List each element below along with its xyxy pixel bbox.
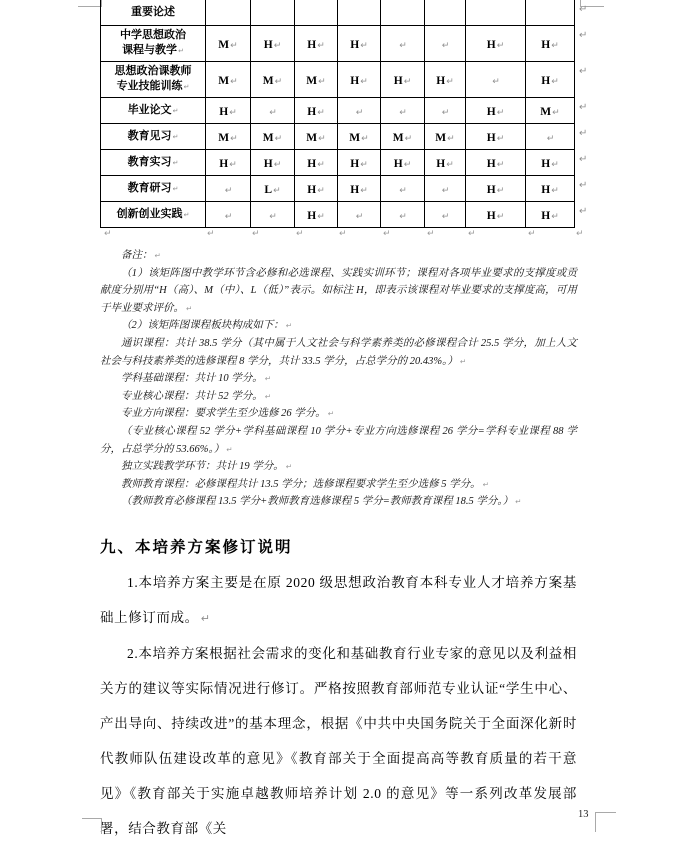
pilcrow-icon: ↵ bbox=[446, 76, 454, 87]
support-level-cell bbox=[295, 176, 338, 202]
pilcrow-icon: ↵ bbox=[579, 154, 588, 165]
support-level-value: M bbox=[218, 38, 230, 51]
course-label-line: 中学思想政治 bbox=[120, 29, 186, 41]
pilcrow-icon: ↵ bbox=[496, 133, 505, 144]
pilcrow-icon: ↵ bbox=[441, 185, 450, 196]
support-level-cell bbox=[206, 124, 251, 150]
support-level-cell bbox=[466, 176, 526, 202]
under-table-marks bbox=[100, 228, 582, 244]
support-level-cell bbox=[425, 176, 466, 202]
pilcrow-icon: ↵ bbox=[172, 132, 179, 141]
support-level-value: H bbox=[307, 105, 317, 118]
table-row bbox=[101, 124, 575, 150]
margin-corner-top-left bbox=[78, 0, 102, 7]
support-level-cell bbox=[295, 62, 338, 98]
pilcrow-icon: ↵ bbox=[427, 229, 435, 239]
support-level-value: M bbox=[306, 74, 318, 87]
pilcrow-icon: ↵ bbox=[317, 107, 325, 118]
support-level-cell bbox=[251, 62, 295, 98]
table-row bbox=[101, 176, 575, 202]
support-level-value: H bbox=[307, 209, 317, 222]
pilcrow-icon: ↵ bbox=[264, 374, 272, 384]
pilcrow-icon: ↵ bbox=[154, 251, 161, 260]
support-level-cell bbox=[526, 124, 575, 150]
support-level-cell bbox=[206, 202, 251, 228]
pilcrow-icon: ↵ bbox=[404, 133, 413, 144]
pilcrow-icon: ↵ bbox=[230, 40, 238, 51]
page-number bbox=[578, 809, 591, 820]
pilcrow-icon: ↵ bbox=[552, 107, 560, 118]
support-level-cell bbox=[295, 202, 338, 228]
support-level-cell bbox=[251, 202, 295, 228]
pilcrow-icon: ↵ bbox=[178, 47, 184, 55]
pilcrow-icon: ↵ bbox=[546, 133, 555, 144]
support-level-cell bbox=[338, 62, 381, 98]
support-level-value: H bbox=[350, 38, 360, 51]
course-label-cell bbox=[101, 0, 206, 26]
support-level-value: H bbox=[219, 157, 229, 170]
support-level-value: L bbox=[264, 183, 273, 196]
support-level-cell bbox=[466, 202, 526, 228]
note-line: 通识课程：共计 38.5 学分（其中属于人文社会与科学素养类的必修课程合计 25.5 学分，加上人文社会与科技素养类的选修课程 8 学分，共计 33.5 学分，占总学分的 20.43%。） ↵ bbox=[100, 337, 577, 367]
pilcrow-icon: ↵ bbox=[383, 229, 391, 239]
support-level-value: H bbox=[541, 209, 551, 222]
support-level-cell bbox=[206, 176, 251, 202]
section-heading bbox=[100, 538, 577, 559]
pilcrow-icon: ↵ bbox=[403, 76, 412, 87]
pilcrow-icon: ↵ bbox=[579, 30, 588, 41]
pilcrow-icon: ↵ bbox=[172, 184, 179, 193]
support-level-cell bbox=[206, 62, 251, 98]
pilcrow-icon: ↵ bbox=[551, 40, 559, 51]
support-level-value: M bbox=[262, 74, 274, 87]
pilcrow-icon: ↵ bbox=[200, 611, 210, 625]
pilcrow-icon: ↵ bbox=[273, 159, 282, 170]
course-label-cell bbox=[101, 62, 206, 98]
pilcrow-icon: ↵ bbox=[551, 159, 559, 170]
support-level-value: H bbox=[393, 157, 403, 170]
support-level-cell bbox=[381, 176, 425, 202]
pilcrow-icon: ↵ bbox=[183, 210, 190, 219]
support-level-value: H bbox=[263, 38, 273, 51]
support-level-cell bbox=[466, 0, 526, 26]
pilcrow-icon: ↵ bbox=[528, 229, 536, 239]
course-label-line: 教育实习↵ bbox=[127, 155, 179, 168]
support-level-cell bbox=[295, 0, 338, 26]
pilcrow-icon: ↵ bbox=[296, 229, 304, 239]
support-level-cell bbox=[251, 26, 295, 62]
support-level-value: M bbox=[435, 131, 447, 144]
note-line: （1）该矩阵图中教学环节含必修和必选课程、实践实训环节；课程对各项毕业要求的支撑度或贡献度分别用“H（高）、M（中）、L（低）”表示。如标注 H，即表示该课程对毕业要求的支撑度高，可用于毕业要求评价。 ↵ bbox=[100, 267, 577, 314]
pilcrow-icon: ↵ bbox=[515, 497, 522, 507]
section-body bbox=[100, 565, 577, 845]
course-label-cell bbox=[101, 98, 206, 124]
pilcrow-icon: ↵ bbox=[441, 107, 450, 118]
support-level-cell bbox=[526, 202, 575, 228]
pilcrow-icon: ↵ bbox=[403, 159, 412, 170]
pilcrow-icon: ↵ bbox=[230, 133, 238, 144]
course-label-cell bbox=[101, 176, 206, 202]
pilcrow-icon: ↵ bbox=[317, 211, 325, 222]
support-level-value: H bbox=[350, 183, 360, 196]
support-level-value: H bbox=[486, 131, 496, 144]
margin-corner-bottom-left bbox=[82, 818, 102, 834]
support-level-value: H bbox=[307, 183, 317, 196]
support-level-cell bbox=[338, 176, 381, 202]
support-level-cell bbox=[381, 98, 425, 124]
support-level-value: M bbox=[262, 131, 274, 144]
pilcrow-icon: ↵ bbox=[183, 83, 190, 91]
support-level-cell bbox=[251, 176, 295, 202]
pilcrow-icon: ↵ bbox=[496, 40, 505, 51]
support-level-cell bbox=[295, 26, 338, 62]
pilcrow-icon: ↵ bbox=[399, 107, 407, 118]
pilcrow-icon: ↵ bbox=[360, 40, 368, 51]
course-label-cell bbox=[101, 202, 206, 228]
course-label-cell bbox=[101, 124, 206, 150]
note-line: 专业方向课程：要求学生至少选修 26 学分。 ↵ bbox=[121, 408, 335, 420]
support-level-cell bbox=[338, 150, 381, 176]
support-level-cell bbox=[381, 202, 425, 228]
note-line: （2）该矩阵图课程板块构成如下： ↵ bbox=[121, 320, 293, 332]
pilcrow-icon: ↵ bbox=[224, 185, 233, 196]
pilcrow-icon: ↵ bbox=[252, 229, 260, 239]
pilcrow-icon: ↵ bbox=[551, 76, 559, 87]
support-level-cell bbox=[338, 0, 381, 26]
pilcrow-icon: ↵ bbox=[399, 40, 407, 51]
pilcrow-icon: ↵ bbox=[360, 76, 368, 87]
table-row bbox=[101, 26, 575, 62]
support-level-cell bbox=[206, 26, 251, 62]
pilcrow-icon: ↵ bbox=[468, 229, 476, 239]
pilcrow-icon: ↵ bbox=[551, 185, 559, 196]
support-level-cell bbox=[295, 124, 338, 150]
pilcrow-icon: ↵ bbox=[361, 133, 369, 144]
pilcrow-icon: ↵ bbox=[551, 211, 559, 222]
support-level-cell bbox=[526, 98, 575, 124]
pilcrow-icon: ↵ bbox=[492, 76, 500, 87]
support-level-cell bbox=[466, 150, 526, 176]
pilcrow-icon: ↵ bbox=[273, 185, 281, 196]
table-row bbox=[101, 0, 575, 26]
pilcrow-icon: ↵ bbox=[229, 159, 237, 170]
support-level-value: H bbox=[486, 157, 496, 170]
table-row bbox=[101, 150, 575, 176]
support-level-cell bbox=[526, 0, 575, 26]
note-line: （教师教育必修课程 13.5 学分+教师教育选修课程 5 学分=教师教育课程 18.5 学分。） ↵ bbox=[121, 496, 522, 508]
pilcrow-icon: ↵ bbox=[339, 229, 347, 239]
support-level-value: M bbox=[218, 74, 230, 87]
support-level-cell bbox=[206, 0, 251, 26]
matrix-table-wrap bbox=[100, 0, 588, 228]
curriculum-matrix-body bbox=[101, 0, 575, 228]
pilcrow-icon: ↵ bbox=[447, 133, 455, 144]
support-level-cell bbox=[526, 176, 575, 202]
pilcrow-icon: ↵ bbox=[441, 40, 450, 51]
pilcrow-icon: ↵ bbox=[579, 4, 588, 15]
pilcrow-icon: ↵ bbox=[496, 185, 505, 196]
support-level-cell bbox=[381, 26, 425, 62]
pilcrow-icon: ↵ bbox=[496, 159, 505, 170]
support-level-cell bbox=[295, 98, 338, 124]
course-label-line: 课程与教学↵ bbox=[122, 44, 184, 56]
pilcrow-icon: ↵ bbox=[317, 185, 325, 196]
pilcrow-icon: ↵ bbox=[207, 229, 215, 239]
pilcrow-icon: ↵ bbox=[318, 76, 326, 87]
support-level-cell bbox=[206, 150, 251, 176]
body-paragraph: 2.本培养方案根据社会需求的变化和基础教育行业专家的意见以及利益相关方的建议等实际情况进行修订。严格按照教育部师范专业认证“学生中心、产出导向、持续改进”的基本理念，根据《中共中央国务院关于全面深化新时代教师队伍建设改革的意见》《教育部关于全面提高高等教育质量的若干意见》《教育部关于实施卓越教师培养计划 2.0 的意见》等一系列改革发展部署，结合教育部《关 bbox=[100, 645, 577, 836]
support-level-value: H bbox=[541, 157, 551, 170]
support-level-cell bbox=[466, 124, 526, 150]
note-line: 教师教育课程：必修课程共计 13.5 学分；选修课程要求学生至少选修 5 学分。 ↵ bbox=[121, 478, 489, 490]
course-label-cell bbox=[101, 150, 206, 176]
body-paragraph: 1.本培养方案主要是在原 2020 级思想政治教育本科专业人才培养方案基础上修订而成。 ↵ bbox=[100, 574, 577, 625]
support-level-value: M bbox=[392, 131, 404, 144]
course-label-cell bbox=[101, 26, 206, 62]
course-label-line: 毕业论文↵ bbox=[127, 103, 179, 116]
pilcrow-icon: ↵ bbox=[399, 211, 407, 222]
pilcrow-icon: ↵ bbox=[274, 133, 283, 144]
pilcrow-icon: ↵ bbox=[579, 206, 588, 217]
support-level-value: M bbox=[349, 131, 361, 144]
pilcrow-icon: ↵ bbox=[579, 128, 588, 139]
support-level-value: H bbox=[263, 157, 273, 170]
support-level-cell bbox=[526, 26, 575, 62]
pilcrow-icon: ↵ bbox=[482, 479, 489, 489]
pilcrow-icon: ↵ bbox=[355, 107, 364, 118]
support-level-value: H bbox=[436, 74, 446, 87]
support-level-value: H bbox=[219, 105, 229, 118]
support-level-cell bbox=[425, 98, 466, 124]
support-level-cell bbox=[425, 0, 466, 26]
note-line: 备注： ↵ bbox=[121, 250, 161, 261]
pilcrow-icon: ↵ bbox=[230, 76, 238, 87]
support-level-value: M bbox=[306, 131, 318, 144]
pilcrow-icon: ↵ bbox=[104, 229, 112, 239]
support-level-cell bbox=[425, 150, 466, 176]
support-level-value: H bbox=[541, 74, 551, 87]
support-level-cell bbox=[466, 98, 526, 124]
pilcrow-icon: ↵ bbox=[274, 76, 283, 87]
support-level-cell bbox=[526, 62, 575, 98]
support-level-value: M bbox=[540, 105, 552, 118]
support-level-cell bbox=[381, 150, 425, 176]
support-level-cell bbox=[466, 62, 526, 98]
support-level-value: H bbox=[486, 105, 496, 118]
course-label-line: 教育见习↵ bbox=[127, 129, 179, 142]
pilcrow-icon: ↵ bbox=[172, 106, 179, 115]
pilcrow-icon: ↵ bbox=[579, 180, 588, 191]
page-number-text: 13 bbox=[578, 809, 589, 820]
pilcrow-icon: ↵ bbox=[579, 66, 588, 77]
support-level-cell bbox=[338, 202, 381, 228]
pilcrow-icon: ↵ bbox=[317, 159, 325, 170]
pilcrow-icon: ↵ bbox=[273, 40, 282, 51]
pilcrow-icon: ↵ bbox=[264, 391, 272, 401]
support-level-cell bbox=[206, 98, 251, 124]
support-level-value: H bbox=[393, 74, 403, 87]
support-level-value: H bbox=[307, 157, 317, 170]
curriculum-matrix-table bbox=[100, 0, 575, 228]
pilcrow-icon: ↵ bbox=[317, 40, 325, 51]
support-level-value: H bbox=[307, 38, 317, 51]
notes-section bbox=[100, 247, 577, 511]
support-level-cell bbox=[251, 0, 295, 26]
support-level-value: H bbox=[436, 157, 446, 170]
support-level-cell bbox=[425, 124, 466, 150]
pilcrow-icon: ↵ bbox=[446, 159, 454, 170]
support-level-cell bbox=[425, 26, 466, 62]
support-level-cell bbox=[338, 26, 381, 62]
pilcrow-icon: ↵ bbox=[318, 133, 326, 144]
course-label-line: 专业技能训练↵ bbox=[116, 80, 190, 92]
pilcrow-icon: ↵ bbox=[327, 409, 335, 419]
pilcrow-icon: ↵ bbox=[399, 185, 407, 196]
support-level-cell bbox=[381, 62, 425, 98]
table-row bbox=[101, 202, 575, 228]
support-level-value: H bbox=[486, 38, 496, 51]
pilcrow-icon: ↵ bbox=[360, 185, 368, 196]
support-level-cell bbox=[251, 124, 295, 150]
support-level-cell bbox=[466, 26, 526, 62]
note-line: 独立实践教学环节：共计 19 学分。 ↵ bbox=[121, 461, 293, 473]
pilcrow-icon: ↵ bbox=[496, 211, 505, 222]
course-label-line: 教育研习↵ bbox=[127, 181, 179, 194]
support-level-cell bbox=[526, 150, 575, 176]
support-level-cell bbox=[338, 98, 381, 124]
support-level-cell bbox=[338, 124, 381, 150]
course-label-line: 重要论述 bbox=[131, 6, 175, 18]
note-line: 学科基础课程：共计 10 学分。 ↵ bbox=[121, 373, 272, 385]
pilcrow-icon: ↵ bbox=[226, 444, 233, 454]
support-level-cell bbox=[425, 202, 466, 228]
pilcrow-icon: ↵ bbox=[224, 211, 233, 222]
course-label-line: 创新创业实践↵ bbox=[116, 207, 190, 220]
support-level-cell bbox=[251, 150, 295, 176]
section-heading-text: 九、本培养方案修订说明 bbox=[100, 538, 293, 556]
pilcrow-icon: ↵ bbox=[355, 211, 364, 222]
pilcrow-icon: ↵ bbox=[459, 356, 467, 366]
support-level-value: H bbox=[541, 38, 551, 51]
pilcrow-icon: ↵ bbox=[285, 462, 293, 472]
support-level-cell bbox=[425, 62, 466, 98]
table-row bbox=[101, 62, 575, 98]
pilcrow-icon: ↵ bbox=[269, 211, 277, 222]
course-label-line: 思想政治课教师 bbox=[114, 65, 192, 77]
pilcrow-icon: ↵ bbox=[441, 211, 450, 222]
pilcrow-icon: ↵ bbox=[186, 303, 193, 313]
note-line: 专业核心课程：共计 52 学分。 ↵ bbox=[121, 390, 272, 402]
support-level-value: M bbox=[218, 131, 230, 144]
note-line: （专业核心课程 52 学分+学科基础课程 10 学分+专业方向选修课程 26 学分=学科专业课程 88 学分，占总学分的 53.66%。） ↵ bbox=[100, 425, 577, 455]
support-level-value: H bbox=[541, 183, 551, 196]
support-level-value: H bbox=[486, 183, 496, 196]
pilcrow-icon: ↵ bbox=[576, 229, 584, 239]
support-level-value: H bbox=[486, 209, 496, 222]
support-level-cell bbox=[251, 98, 295, 124]
pilcrow-icon: ↵ bbox=[172, 158, 179, 167]
margin-corner-bottom-right bbox=[595, 812, 616, 832]
pilcrow-icon: ↵ bbox=[269, 107, 277, 118]
pilcrow-icon: ↵ bbox=[229, 107, 237, 118]
support-level-value: H bbox=[350, 74, 360, 87]
pilcrow-icon: ↵ bbox=[360, 159, 368, 170]
support-level-cell bbox=[381, 0, 425, 26]
support-level-value: H bbox=[350, 157, 360, 170]
support-level-cell bbox=[381, 124, 425, 150]
support-level-cell bbox=[295, 150, 338, 176]
pilcrow-icon: ↵ bbox=[496, 107, 505, 118]
pilcrow-icon: ↵ bbox=[285, 321, 293, 331]
pilcrow-icon: ↵ bbox=[579, 102, 588, 113]
table-row bbox=[101, 98, 575, 124]
